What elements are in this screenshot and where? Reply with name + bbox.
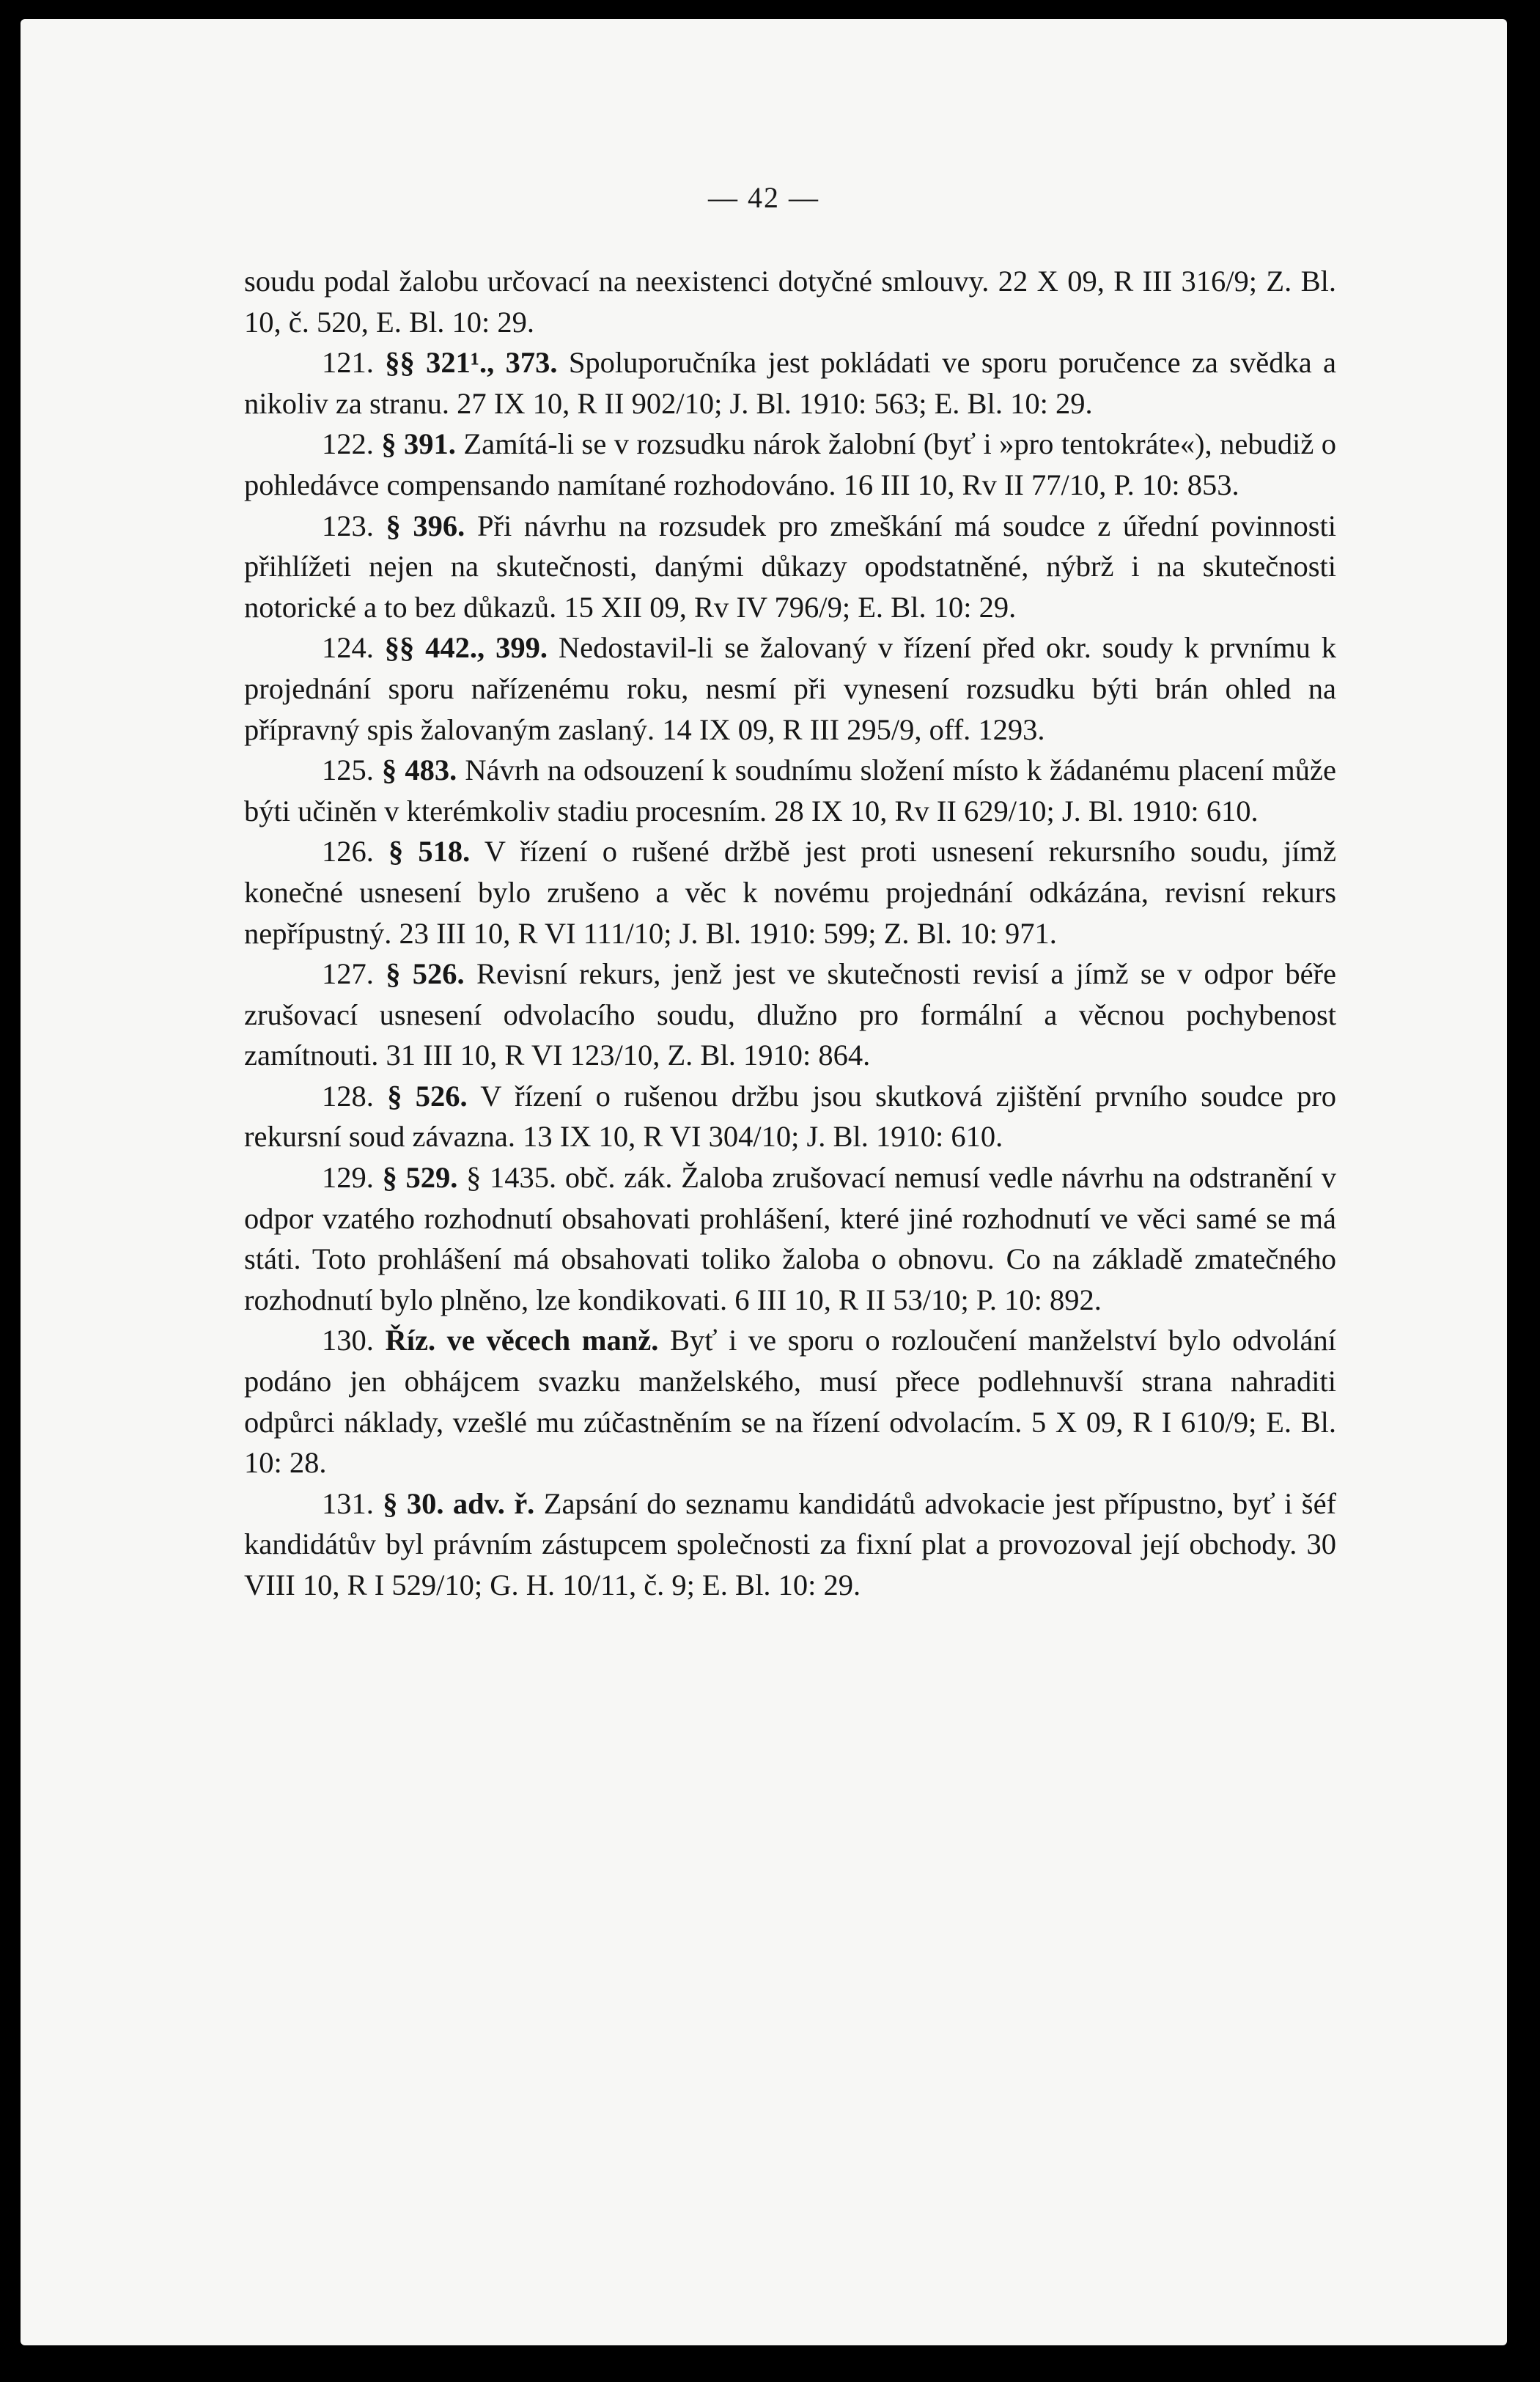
entry-number: 129. xyxy=(322,1161,374,1195)
entry-text: V řízení o rušené držbě jest proti usnesení rekursního soudu, jímž konečné usnesení bylo zrušeno a věc k novému projednání odkázána, revisní rekurs nepřípustný. 23 III 10, R VI 111/10; J. Bl. 1910: 599; Z. Bl. 10: 971. xyxy=(244,835,1336,950)
entry-number: 124. xyxy=(322,631,374,665)
entry-130 xyxy=(244,1320,1336,1483)
entry-text: Spoluporučníka jest pokládati ve sporu poručence za svědka a nikoliv za stranu. 27 IX 10, R II 902/10; J. Bl. 1910: 563; E. Bl. 10: 29. xyxy=(244,346,1337,420)
entry-reference: § 30. adv. ř. xyxy=(383,1486,535,1520)
entry-text: § 1435. obč. zák. Žaloba zrušovací nemusí vedle návrhu na odstranění v odpor vzatého rozhodnutí obsahovati prohlášení, které jiné rozhodnutí ve věci samé se má státi. Toto prohlášení má obsahovati toliko žaloba o obnovu. Co na základě zmatečného rozhodnutí bylo plněno, lze kondikovati. 6 III 10, R II 53/10; P. 10: 892. xyxy=(244,1161,1337,1316)
continuation-paragraph: soudu podal žalobu určovací na neexistenci dotyčné smlouvy. 22 X 09, R III 316/9; Z. Bl. 10, č. 520, E. Bl. 10: 29. xyxy=(244,265,1336,339)
entry-128 xyxy=(244,1076,1336,1157)
entry-reference: § 526. xyxy=(386,957,465,991)
page-number: — 42 — xyxy=(708,181,819,214)
entry-reference: § 518. xyxy=(388,835,471,869)
entry-124 xyxy=(244,627,1336,750)
entry-reference: § 526. xyxy=(387,1079,468,1113)
entry-number: 126. xyxy=(322,835,374,869)
entry-reference: § 391. xyxy=(381,427,456,461)
entry-number: 131. xyxy=(322,1486,374,1520)
entry-text: Nedostavil-li se žalovaný v řízení před okr. soudy k prvnímu k projednání sporu nařízenému roku, nesmí při vynesení rozsudku býti brán ohled na přípravný spis žalovaným zaslaný. 14 IX 09, R III 295/9, off. 1293. xyxy=(244,631,1337,746)
entry-text: Byť i ve sporu o rozloučení manželství bylo odvolání podáno jen obhájcem svazku manželského, musí přece podlehnuvší strana nahraditi odpůrci náklady, vzešlé mu zúčastněním se na řízení odvolacím. 5 X 09, R I 610/9; E. Bl. 10: 28. xyxy=(244,1324,1337,1480)
entry-reference: § 483. xyxy=(382,753,457,787)
entry-126 xyxy=(244,831,1336,954)
entry-text: Revisní rekurs, jenž jest ve skutečnosti revisí a jímž se v odpor béře zrušovací usnesení odvolacího soudu, dlužno pro formální a věcnou pochybenost zamítnouti. 31 III 10, R VI 123/10, Z. Bl. 1910: 864. xyxy=(244,957,1337,1072)
entry-text: Návrh na odsouzení k soudnímu složení místo k žádanému placení může býti učiněn v kterémkoliv stadiu procesním. 28 IX 10, Rv II 629/10; J. Bl. 1910: 610. xyxy=(244,753,1337,827)
entry-number: 128. xyxy=(322,1079,374,1113)
body-text xyxy=(244,261,1336,1606)
entry-122 xyxy=(244,424,1336,505)
entry-number: 125. xyxy=(322,753,374,787)
entry-129 xyxy=(244,1157,1336,1320)
entry-127 xyxy=(244,954,1336,1076)
entry-reference: § 529. xyxy=(382,1161,458,1195)
entry-131 xyxy=(244,1483,1336,1606)
entry-text: Zapsání do seznamu kandidátů advokacie jest přípustno, byť i šéf kandidátův byl právním zástupcem společnosti za fixní plat a provozoval její obchody. 30 VIII 10, R I 529/10; G. H. 10/11, č. 9; E. Bl. 10: 29. xyxy=(244,1486,1337,1601)
entry-reference: §§ 321¹., 373. xyxy=(385,346,558,380)
entry-123 xyxy=(244,506,1336,628)
entry-number: 123. xyxy=(322,509,374,542)
document-page xyxy=(21,19,1507,2345)
entry-text: Zamítá-li se v rozsudku nárok žalobní (byť i »pro tentokráte«), nebudiž o pohledávce compensando namítané rozhodováno. 16 III 10, Rv II 77/10, P. 10: 853. xyxy=(244,427,1337,501)
entry-121 xyxy=(244,342,1336,424)
entry-number: 122. xyxy=(322,427,374,461)
entry-reference: §§ 442., 399. xyxy=(384,631,548,665)
entry-text: V řízení o rušenou držbu jsou skutková zjištění prvního soudce pro rekursní soud závazna. 13 IX 10, R VI 304/10; J. Bl. 1910: 610. xyxy=(244,1079,1337,1154)
entry-number: 130. xyxy=(322,1324,374,1357)
entry-text: Při návrhu na rozsudek pro zmeškání má soudce z úřední povinnosti přihlížeti nejen na skutečnosti, danými důkazy opodstatněné, nýbrž i na skutečnosti notorické a to bez důkazů. 15 XII 09, Rv IV 796/9; E. Bl. 10: 29. xyxy=(244,509,1336,624)
entry-125 xyxy=(244,750,1336,831)
entry-reference: Říz. ve věcech manž. xyxy=(385,1324,659,1357)
entry-number: 121. xyxy=(322,346,374,380)
entry-number: 127. xyxy=(322,957,374,991)
entry-reference: § 396. xyxy=(386,509,465,542)
